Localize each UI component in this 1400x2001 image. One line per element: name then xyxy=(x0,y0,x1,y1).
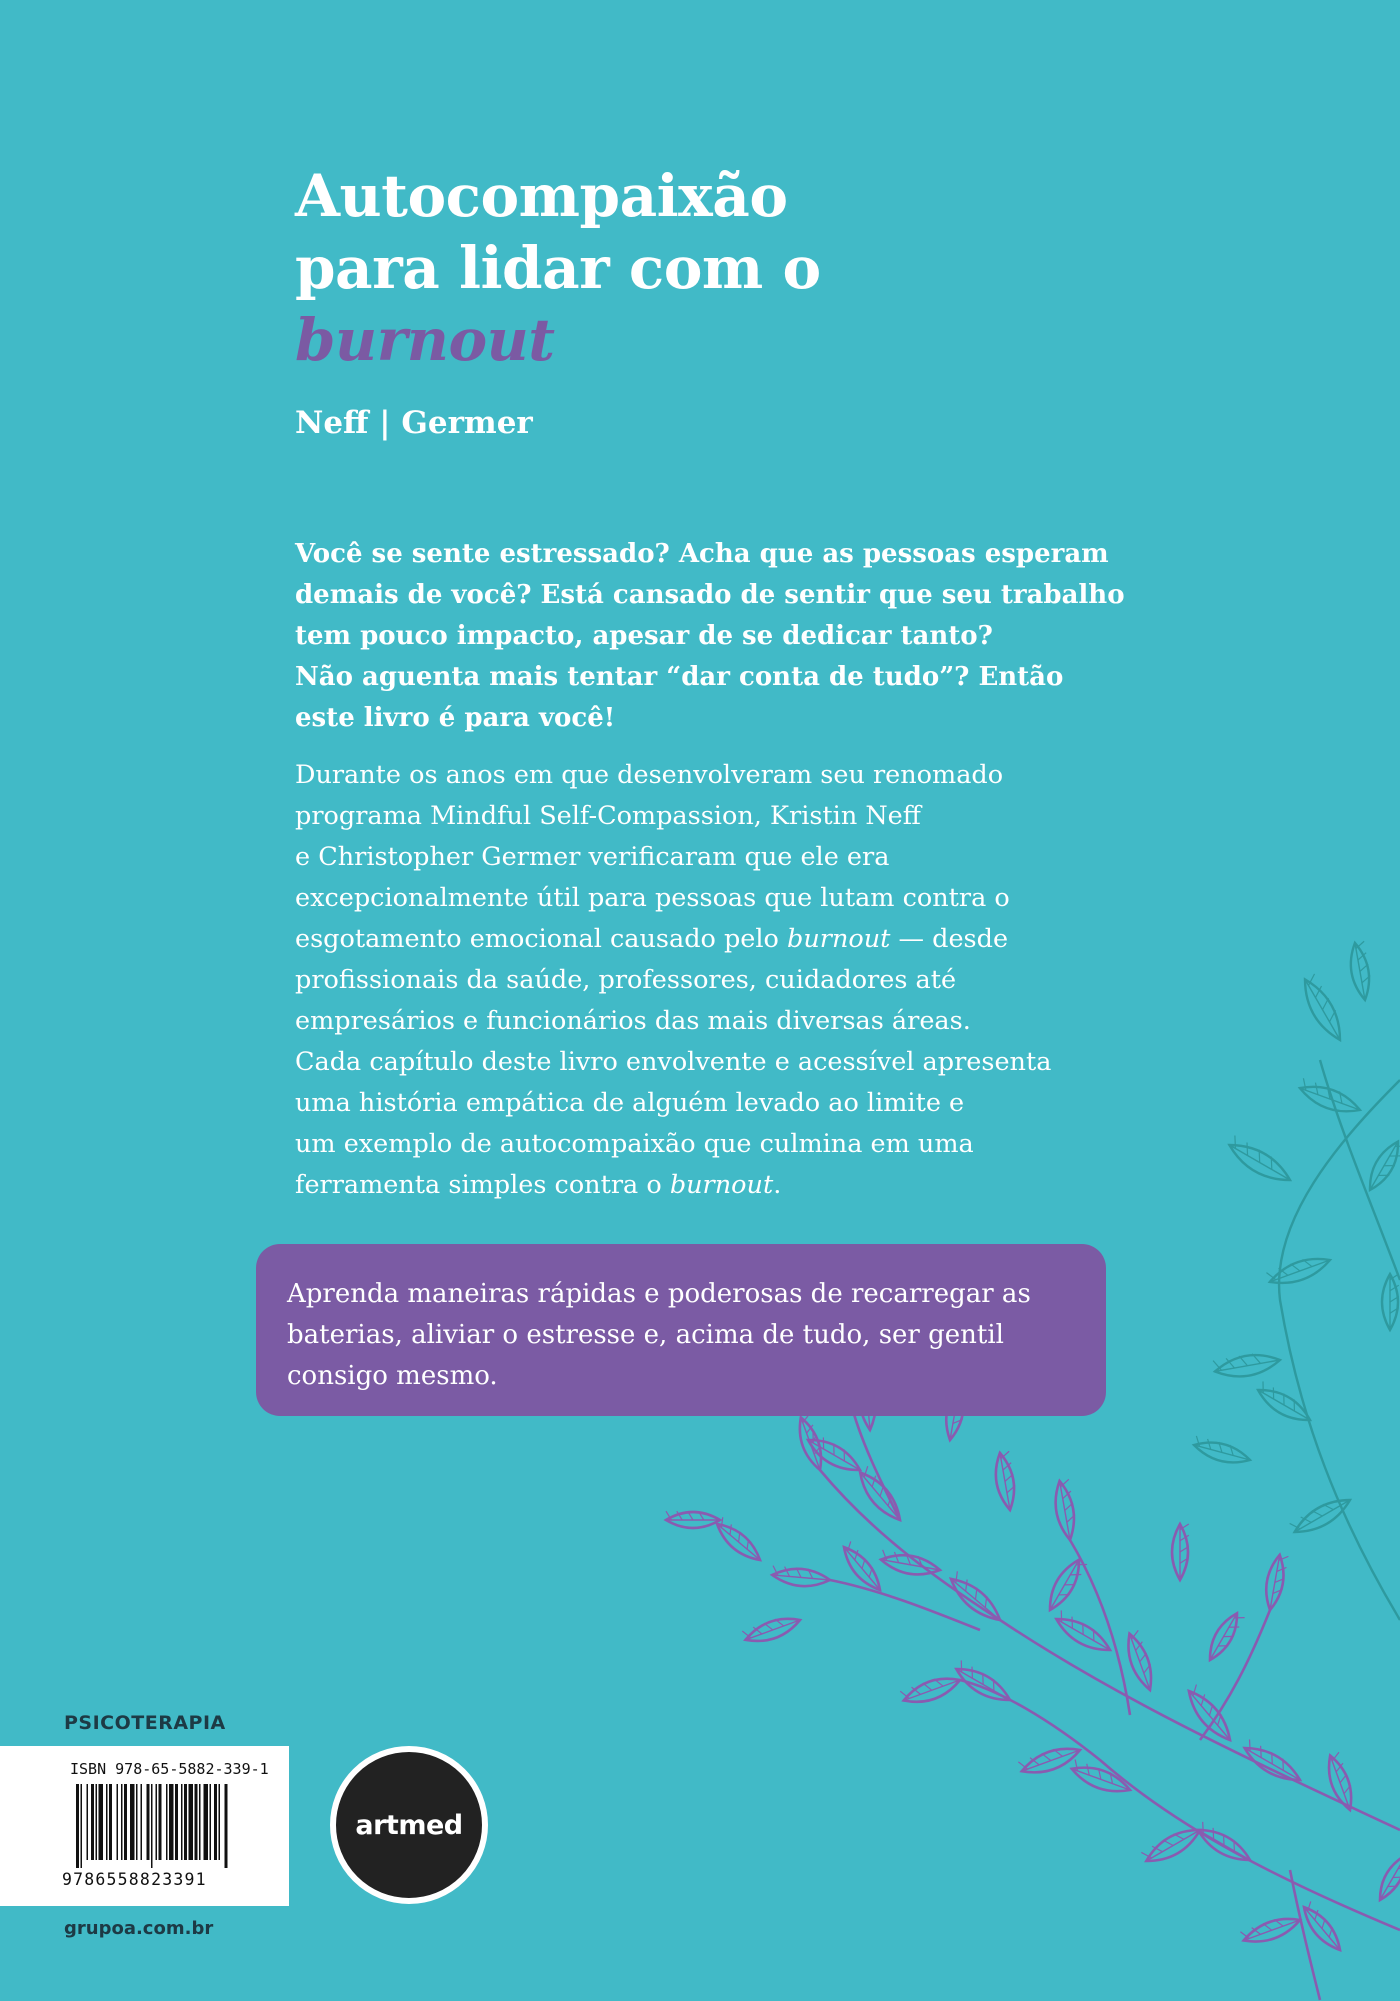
publisher-logo-text: artmed xyxy=(355,1809,463,1841)
lead-line: Não aguenta mais tentar “dar conta de tudo”? Então xyxy=(295,662,1064,692)
body-line-part: — desde xyxy=(890,924,1009,954)
body-line: excepcionalmente útil para pessoas que lutam contra o xyxy=(295,883,1010,913)
callout-line: baterias, aliviar o estresse e, acima de tudo, ser gentil xyxy=(287,1320,1004,1350)
authors: Neff | Germer xyxy=(295,405,533,441)
callout-box xyxy=(256,1244,1106,1416)
body-line: programa Mindful Self-Compassion, Kristin Neff xyxy=(295,801,921,831)
barcode-panel xyxy=(0,1746,289,1906)
body-line-part: ferramenta simples contra o xyxy=(295,1170,670,1200)
publisher-logo xyxy=(330,1746,488,1904)
body-line: Durante os anos em que desenvolveram seu renomado xyxy=(295,760,1004,790)
callout-line: Aprenda maneiras rápidas e poderosas de recarregar as xyxy=(287,1279,1031,1309)
body-line: e Christopher Germer verificaram que ele era xyxy=(295,842,890,872)
lead-paragraph xyxy=(295,534,1125,739)
callout-text xyxy=(287,1274,1076,1397)
body-line: uma história empática de alguém levado ao limite e xyxy=(295,1088,965,1118)
title-line-1: Autocompaixão xyxy=(295,162,788,230)
website-link[interactable]: grupoa.com.br xyxy=(64,1918,214,1939)
isbn-label: ISBN 978-65-5882-339-1 xyxy=(70,1760,269,1778)
body-line: empresários e funcionários das mais diversas áreas. xyxy=(295,1006,971,1036)
body-line: profissionais da saúde, professores, cuidadores até xyxy=(295,965,957,995)
body-line-part: esgotamento emocional causado pelo xyxy=(295,924,788,954)
category-label: PSICOTERAPIA xyxy=(64,1712,226,1734)
burnout-italic: burnout xyxy=(787,924,891,954)
book-title xyxy=(295,160,821,376)
teal-branch-illustration xyxy=(1194,941,1400,1620)
burnout-italic: burnout xyxy=(669,1170,774,1200)
body-line: um exemplo de autocompaixão que culmina em uma xyxy=(295,1129,974,1159)
title-line-3: burnout xyxy=(295,306,555,374)
body-line xyxy=(295,1165,1115,1206)
body-line: Cada capítulo deste livro envolvente e acessível apresenta xyxy=(295,1047,1052,1077)
callout-line: consigo mesmo. xyxy=(287,1361,498,1391)
barcode-number: 9786558823391 xyxy=(62,1870,207,1889)
title-line-2: para lidar com o xyxy=(295,234,821,302)
lead-line: este livro é para você! xyxy=(295,703,616,733)
body-line xyxy=(295,919,1115,960)
barcode-icon xyxy=(76,1784,272,1868)
lead-line: Você se sente estressado? Acha que as pessoas esperam xyxy=(295,539,1109,569)
body-paragraph xyxy=(295,755,1115,1206)
purple-branch-illustration xyxy=(666,1371,1400,2000)
lead-line: tem pouco impacto, apesar de se dedicar tanto? xyxy=(295,621,993,651)
body-line-part: . xyxy=(773,1170,782,1200)
lead-line: demais de você? Está cansado de sentir que seu trabalho xyxy=(295,580,1125,610)
